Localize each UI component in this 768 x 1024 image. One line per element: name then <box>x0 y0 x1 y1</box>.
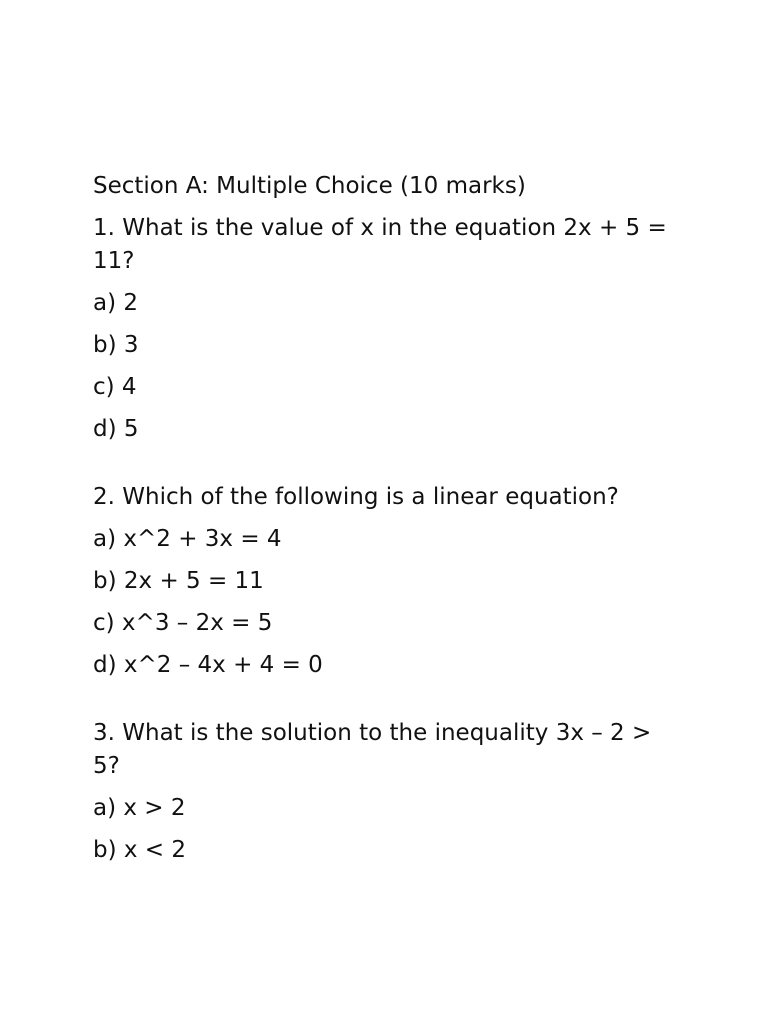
answer-option-b: b) x < 2 <box>93 837 187 863</box>
question-1 <box>93 212 673 446</box>
exam-page <box>93 170 673 876</box>
answer-option-d: d) 5 <box>93 416 139 442</box>
question-prompt: 1. What is the value of x in the equation 2x + 5 = 11? <box>93 215 667 274</box>
question-3 <box>93 717 673 867</box>
question-prompt: 2. Which of the following is a linear equation? <box>93 484 619 510</box>
question-prompt: 3. What is the solution to the inequality 3x – 2 > 5? <box>93 720 652 779</box>
question-2 <box>93 481 673 682</box>
answer-option-d: d) x^2 – 4x + 4 = 0 <box>93 652 323 678</box>
answer-option-a: a) 2 <box>93 290 139 316</box>
answer-option-b: b) 2x + 5 = 11 <box>93 568 264 594</box>
section-title: Section A: Multiple Choice (10 marks) <box>93 173 526 199</box>
answer-option-b: b) 3 <box>93 332 139 358</box>
answer-option-c: c) 4 <box>93 374 137 400</box>
answer-option-a: a) x > 2 <box>93 795 186 821</box>
answer-option-a: a) x^2 + 3x = 4 <box>93 526 282 552</box>
answer-option-c: c) x^3 – 2x = 5 <box>93 610 273 636</box>
